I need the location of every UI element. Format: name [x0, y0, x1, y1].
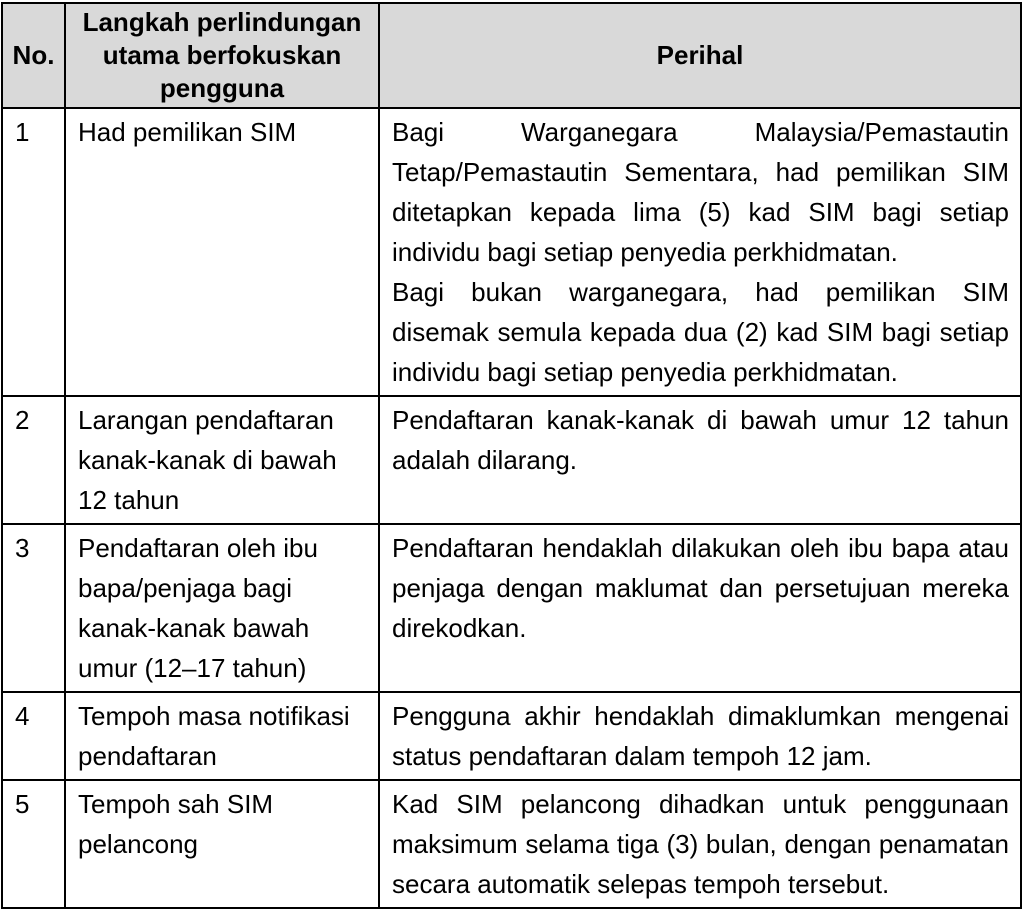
row-4-number: 4: [2, 692, 65, 780]
row-5-number: 5: [2, 780, 65, 908]
row-4-measure: Tempoh masa notifikasi pendaftaran: [65, 692, 379, 780]
row-2-measure: Larangan pendaftaran kanak-kanak di bawah 12 tahun: [65, 396, 379, 524]
table-row-4: [2, 692, 1021, 780]
row-2-description-paragraph-1: Pendaftaran kanak-kanak di bawah umur 12 tahun adalah dilarang.: [392, 405, 1009, 475]
row-3-description-paragraph-1: Pendaftaran hendaklah dilakukan oleh ibu bapa atau penjaga dengan maklumat dan persetujuan mereka direkodkan.: [392, 533, 1009, 643]
header-perihal: Perihal: [379, 3, 1021, 108]
row-2-number: 2: [2, 396, 65, 524]
row-3-number: 3: [2, 524, 65, 692]
header-no: No.: [2, 3, 65, 108]
row-1-number: 1: [2, 108, 65, 396]
row-1-description: [379, 108, 1021, 396]
row-4-description-paragraph-1: Pengguna akhir hendaklah dimaklumkan mengenai status pendaftaran dalam tempoh 12 jam.: [392, 701, 1009, 771]
header-langkah: Langkah perlindungan utama berfokuskan pengguna: [65, 3, 379, 108]
row-2-description: [379, 396, 1021, 524]
row-1-description-paragraph-2: Bagi bukan warganegara, had pemilikan SIM disemak semula kepada dua (2) kad SIM bagi setiap individu bagi setiap penyedia perkhidmatan.: [392, 277, 1009, 387]
row-1-measure: Had pemilikan SIM: [65, 108, 379, 396]
row-3-measure: Pendaftaran oleh ibu bapa/penjaga bagi kanak-kanak bawah umur (12–17 tahun): [65, 524, 379, 692]
sim-protection-measures-table: [1, 2, 1022, 909]
row-5-description: [379, 780, 1021, 908]
table-header-row: [2, 3, 1021, 108]
row-1-description-paragraph-1: Bagi Warganegara Malaysia/Pemastautin Tetap/Pemastautin Sementara, had pemilikan SIM ditetapkan kepada lima (5) kad SIM bagi setiap individu bagi setiap penyedia perkhidmatan.: [392, 117, 1009, 267]
table-row-5: [2, 780, 1021, 908]
row-5-measure: Tempoh sah SIM pelancong: [65, 780, 379, 908]
document-page: [1, 2, 1021, 909]
row-4-description: [379, 692, 1021, 780]
table-row-3: [2, 524, 1021, 692]
table-row-1: [2, 108, 1021, 396]
row-3-description: [379, 524, 1021, 692]
table-row-2: [2, 396, 1021, 524]
row-5-description-paragraph-1: Kad SIM pelancong dihadkan untuk penggunaan maksimum selama tiga (3) bulan, dengan penamatan secara automatik selepas tempoh tersebut.: [392, 789, 1009, 899]
